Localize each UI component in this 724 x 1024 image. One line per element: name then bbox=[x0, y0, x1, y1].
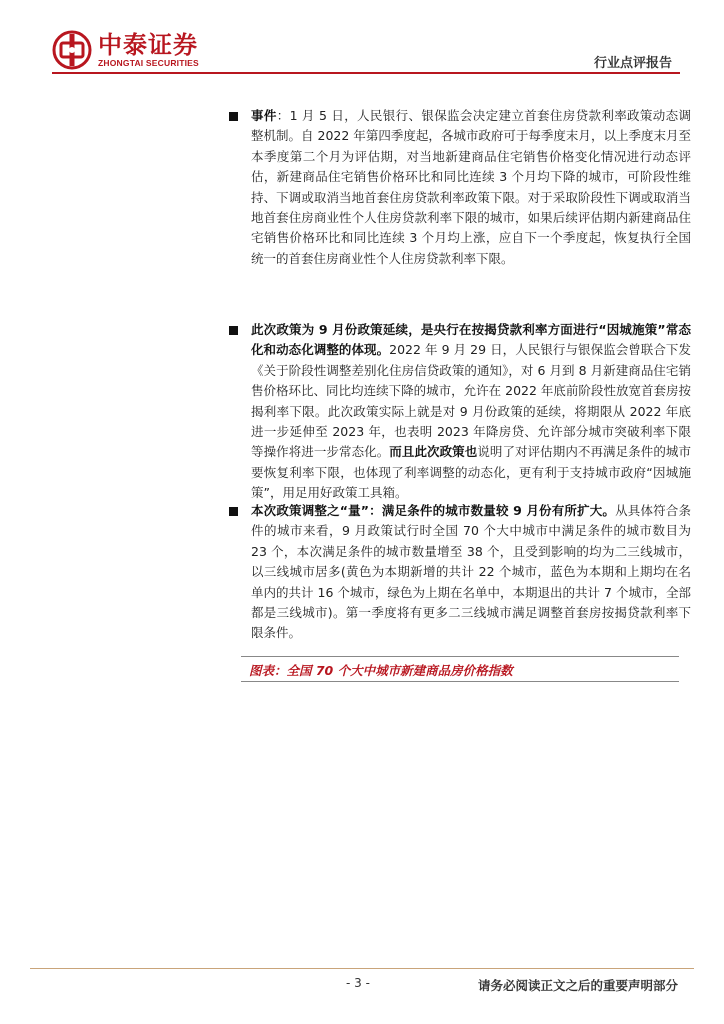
paragraph-body: 2022 年 9 月 29 日，人民银行与银保监会曾联合下发《关于阶段性调整差别化住房信贷政策的通知》，对 6 月到 8 月新建商品住宅销售价格环比、同比均连续下降的城市，允许在 2022 年底前阶段性放宽首套房按揭利率下限。此次政策实际上就是对 9 月份政策的延续，将期限从 2022 年底进一步延伸至 2023 年，也表明 2023 年降房贷、允许部分城市突破利率下限等操作将进一步常态化。 bbox=[251, 342, 691, 460]
header-divider bbox=[52, 72, 680, 74]
page-number: - 3 - bbox=[346, 976, 370, 990]
brand-name-cn: 中泰证券 bbox=[98, 31, 198, 59]
paragraph-event bbox=[251, 106, 691, 269]
report-type-label: 行业点评报告 bbox=[593, 56, 672, 71]
company-logo bbox=[52, 28, 222, 72]
figure-title: 图表：全国 70 个大中城市新建商品房价格指数 bbox=[249, 663, 513, 678]
square-bullet-icon bbox=[229, 507, 238, 516]
square-bullet-icon bbox=[229, 112, 238, 121]
paragraph-body: ：1 月 5 日，人民银行、银保监会决定建立首套住房贷款利率政策动态调整机制。自 2022 年第四季度起，各城市政府可于每季度末月，以上季度末月至本季度第二个月为评估期，对当地新建商品住宅销售价格变化情况进行动态评估，新建商品住宅销售价格环比和同比连续 3 个月均下降的城市，可阶段性维持、下调或取消当地首套住房贷款利率政策下限。对于采取阶段性下调或取消当地首套住房商业性个人住房贷款利率下限的城市，如果后续评估期内新建商品住宅销售价格环比和同比连续 3 个月均上涨，应自下一个季度起，恢复执行全国统一的首套住房商业性个人住房贷款利率下限。 bbox=[251, 108, 691, 266]
paragraph-lead: 事件 bbox=[251, 108, 277, 123]
paragraph-emphasis: 而且此次政策也 bbox=[389, 444, 478, 460]
paragraph-city-quantity bbox=[251, 501, 691, 644]
figure-caption bbox=[241, 656, 679, 682]
paragraph-policy-continuation bbox=[251, 320, 691, 504]
zhongtai-logo-icon bbox=[52, 30, 92, 70]
page-header bbox=[0, 0, 724, 92]
brand-name-en: ZHONGTAI SECURITIES bbox=[98, 58, 199, 68]
footer-divider bbox=[30, 968, 694, 969]
paragraph-body-continued: 说明了对评估期内不再满足条件的城市要恢复利率下限，也体现了利率调整的动态化，更有利于支持城市政府“因城施策”，用足用好政策工具箱。 bbox=[251, 444, 691, 501]
footer-disclaimer: 请务必阅读正文之后的重要声明部分 bbox=[477, 978, 678, 993]
paragraph-lead: 此次政策为 9 月份政策延续，是央行在按揭贷款利率方面进行“因城施策”常态化和动态化调整的体现。 bbox=[251, 322, 691, 358]
paragraph-lead: 本次政策调整之“量”：满足条件的城市数量较 9 月份有所扩大。 bbox=[251, 503, 616, 518]
square-bullet-icon bbox=[229, 326, 238, 335]
paragraph-body: 从具体符合条件的城市来看，9 月政策试行时全国 70 个大中城市中满足条件的城市数目为 23 个，本次满足条件的城市数量增至 38 个，且受到影响的均为二三线城市，以三线城市居多(黄色为本期新增的共计 22 个城市，蓝色为本期和上期均在名单内的共计 16 个城市，绿色为上期在名单中，本期退出的共计 7 个城市，全部都是三线城市)。第一季度将有更多二三线城市满足调整首套房按揭贷款利率下限条件。 bbox=[251, 503, 691, 641]
